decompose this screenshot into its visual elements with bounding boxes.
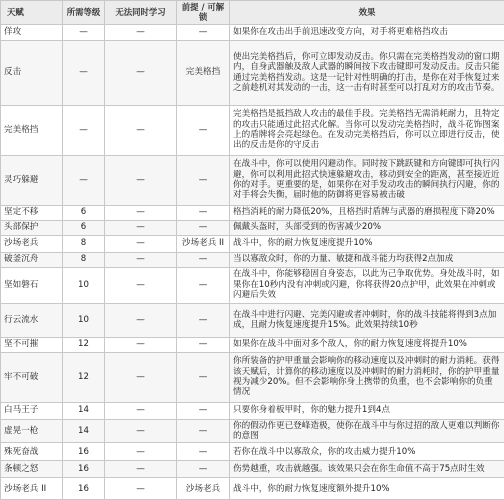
prerequisite: — <box>177 267 230 303</box>
required-level: 16 <box>63 443 105 461</box>
required-level: — <box>63 155 105 205</box>
effect-description: 你的假动作更已登峰造极，使你在战斗中与你过招的敌人更难以判断你的意图 <box>230 419 504 443</box>
exclusive-talent: — <box>105 155 177 205</box>
exclusive-talent: — <box>105 419 177 443</box>
required-level: — <box>63 105 105 155</box>
required-level: 10 <box>63 267 105 303</box>
talent-name: 头部保护 <box>1 220 63 235</box>
exclusive-talent: — <box>105 235 177 252</box>
talent-name: 牢不可破 <box>1 352 63 402</box>
header-prerequisite: 前提 / 可解锁 <box>177 1 230 25</box>
effect-description: 在战斗中，你能够稳固自身姿态，以此为己争取优势。身处战斗时，如果你在10秒内没有冲刺或闪避，你将获得20点护甲，此效果在冲刺或闪避后失效 <box>230 267 504 303</box>
exclusive-talent: — <box>105 443 177 461</box>
talent-name: 反击 <box>1 40 63 105</box>
table-row <box>1 105 504 155</box>
table-row <box>1 461 504 478</box>
prerequisite: — <box>177 205 230 220</box>
required-level: 12 <box>63 337 105 352</box>
talent-name: 佯攻 <box>1 24 63 40</box>
table-row <box>1 267 504 303</box>
exclusive-talent: — <box>105 402 177 419</box>
table-row <box>1 419 504 443</box>
talent-name: 破釜沉舟 <box>1 252 63 267</box>
effect-description: 完美格挡是抵挡敌人攻击的最佳手段。完美格挡无需消耗耐力，且特定的攻击只能通过此招式化解。当你可以发动完美格挡时，战斗花饰图案上的盾牌将会亮起绿色。在发动完美格挡后，你可以立即进行反击，使出的反击是你的守反击 <box>230 105 504 155</box>
header-required-level: 所需等级 <box>63 1 105 25</box>
talent-name: 坚不可摧 <box>1 337 63 352</box>
prerequisite: — <box>177 419 230 443</box>
exclusive-talent: — <box>105 220 177 235</box>
prerequisite: — <box>177 461 230 478</box>
required-level: 8 <box>63 252 105 267</box>
table-row <box>1 220 504 235</box>
effect-description: 如果你在攻击出手前迅速改变方向，对手将更难格挡攻击 <box>230 24 504 40</box>
exclusive-talent: — <box>105 303 177 337</box>
exclusive-talent: — <box>105 40 177 105</box>
required-level: 14 <box>63 402 105 419</box>
table-row <box>1 155 504 205</box>
prerequisite: — <box>177 303 230 337</box>
prerequisite: — <box>177 443 230 461</box>
talent-name: 完美格挡 <box>1 105 63 155</box>
effect-description: 在战斗中进行闪避、完美闪避或者冲刺时，你的战斗技能将得到3点加成，且耐力恢复速度提升15%。此效果持续10秒 <box>230 303 504 337</box>
exclusive-talent: — <box>105 337 177 352</box>
table-row <box>1 352 504 402</box>
exclusive-talent: — <box>105 24 177 40</box>
exclusive-talent: — <box>105 205 177 220</box>
prerequisite: 完美格挡 <box>177 40 230 105</box>
effect-description: 你所装备的护甲重量会影响你的移动速度以及冲刺时的耐力消耗。获得该天赋后，计算你的移动速度以及冲刺时的耐力消耗时，你的护甲重量视为减少20%。但不会影响你身上携带的负重，也不会影响你的负重情况 <box>230 352 504 402</box>
table-row <box>1 478 504 500</box>
effect-description: 只要你身着板甲时，你的魅力提升1到4点 <box>230 402 504 419</box>
prerequisite: — <box>177 352 230 402</box>
header-talent: 天赋 <box>1 1 63 25</box>
effect-description: 使出完美格挡后，你可立即发动反击。你只需在完美格挡发动的窗口期内，自身武器触及敌人武器的瞬间按下攻击键即可发动反击。反击只能通过完美格挡发动。这是一记针对性明确的打击，是你在对手恢复过来之前趁机对其发动的一击，这一击有时甚至可以打乱对方的攻击节奏。 <box>230 40 504 105</box>
required-level: 12 <box>63 352 105 402</box>
effect-description: 伤势越重，攻击就越强。该效果只会在你生命值不高于75点时生效 <box>230 461 504 478</box>
required-level: — <box>63 24 105 40</box>
exclusive-talent: — <box>105 105 177 155</box>
exclusive-talent: — <box>105 267 177 303</box>
table-row <box>1 337 504 352</box>
effect-description: 在战斗中，你可以使用闪避动作。同时按下跳跃键和方向键即可执行闪避，你可以利用此招式快速躲避攻击，移动到安全的距离，甚至接近近你的对手。更重要的是，如果你在对手发动攻击的瞬间执行闪避，你的对手将会失衡，届时他的防御将更容易被击破 <box>230 155 504 205</box>
effect-description: 格挡消耗的耐力降低20%，且格挡时盾牌与武器的磨损程度下降20% <box>230 205 504 220</box>
table-row <box>1 443 504 461</box>
talent-name: 殊死奋战 <box>1 443 63 461</box>
exclusive-talent: — <box>105 252 177 267</box>
prerequisite: — <box>177 220 230 235</box>
table-row <box>1 303 504 337</box>
required-level: 6 <box>63 220 105 235</box>
table-row <box>1 24 504 40</box>
prerequisite: 沙场老兵 II <box>177 235 230 252</box>
required-level: 8 <box>63 235 105 252</box>
required-level: 10 <box>63 303 105 337</box>
talent-name: 白马王子 <box>1 402 63 419</box>
prerequisite: — <box>177 24 230 40</box>
required-level: 14 <box>63 419 105 443</box>
talent-name: 条顿之怒 <box>1 461 63 478</box>
talent-name: 坚定不移 <box>1 205 63 220</box>
exclusive-talent: — <box>105 352 177 402</box>
table-row <box>1 252 504 267</box>
effect-description: 战斗中，你的耐力恢复速度额外提升10% <box>230 478 504 500</box>
header-exclusive: 无法同时学习 <box>105 1 177 25</box>
effect-description: 当以寡敌众时，你的力量、敏捷和战斗能力均获得2点加成 <box>230 252 504 267</box>
talent-name: 坚如磐石 <box>1 267 63 303</box>
exclusive-talent: — <box>105 461 177 478</box>
prerequisite: — <box>177 337 230 352</box>
talent-name: 灵巧躲避 <box>1 155 63 205</box>
effect-description: 战斗中，你的耐力恢复速度提升10% <box>230 235 504 252</box>
talent-name: 虚晃一枪 <box>1 419 63 443</box>
required-level: — <box>63 40 105 105</box>
required-level: 16 <box>63 478 105 500</box>
talent-name: 沙场老兵 <box>1 235 63 252</box>
effect-description: 若你在战斗中以寡敌众，你的攻击威力提升10% <box>230 443 504 461</box>
table-row <box>1 235 504 252</box>
prerequisite: — <box>177 155 230 205</box>
required-level: 6 <box>63 205 105 220</box>
table-row <box>1 402 504 419</box>
prerequisite: — <box>177 252 230 267</box>
table-row <box>1 205 504 220</box>
talent-name: 沙场老兵 II <box>1 478 63 500</box>
prerequisite: — <box>177 105 230 155</box>
header-row <box>1 1 504 25</box>
talent-name: 行云流水 <box>1 303 63 337</box>
header-effect: 效果 <box>230 1 504 25</box>
table-row <box>1 40 504 105</box>
effect-description: 佩戴头盔时，头部受到的伤害减少20% <box>230 220 504 235</box>
prerequisite: — <box>177 402 230 419</box>
exclusive-talent: — <box>105 478 177 500</box>
talent-table-body <box>1 24 504 500</box>
prerequisite: 沙场老兵 <box>177 478 230 500</box>
effect-description: 如果你在战斗中面对多个敌人，你的耐力恢复速度将提升10% <box>230 337 504 352</box>
required-level: 16 <box>63 461 105 478</box>
